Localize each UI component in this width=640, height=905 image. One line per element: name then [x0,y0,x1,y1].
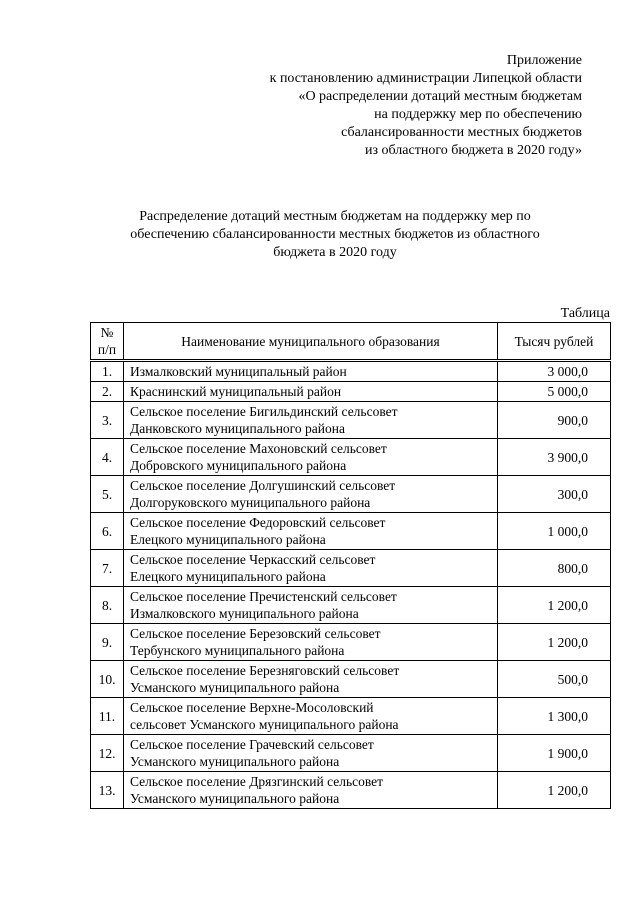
row-number: 12. [91,735,124,772]
table-row [91,661,611,698]
row-name-line: Сельское поселение Бигильдинский сельсовет [130,404,398,419]
title-line: Распределение дотаций местным бюджетам на поддержку мер по [139,209,531,224]
row-name-line: Усманского муниципального района [130,754,340,769]
row-name [124,735,498,772]
row-name-line: сельсовет Усманского муниципального района [130,717,399,732]
table-row [91,476,611,513]
row-name-line: Данковского муниципального района [130,421,345,436]
table-label: Таблица [560,306,610,321]
row-name [124,661,498,698]
appendix-header [200,52,582,160]
row-name-line: Измалковский муниципальный район [130,364,347,379]
row-amount: 5 000,0 [498,382,611,402]
title-line: бюджета в 2020 году [273,245,397,260]
row-name [124,772,498,809]
appendix-line: из областного бюджета в 2020 году» [365,143,582,158]
document-title [90,208,580,262]
row-amount: 3 000,0 [498,361,611,382]
row-amount: 1 200,0 [498,624,611,661]
row-name-line: Сельское поселение Березняговский сельсовет [130,663,400,678]
row-amount: 1 200,0 [498,587,611,624]
subsidy-table [90,322,611,809]
table-row [91,772,611,809]
row-name-line: Сельское поселение Березовский сельсовет [130,626,381,641]
row-number: 9. [91,624,124,661]
row-name-line: Измалковского муниципального района [130,606,359,621]
row-amount: 300,0 [498,476,611,513]
row-amount: 1 200,0 [498,772,611,809]
table-row [91,361,611,382]
row-name-line: Долгоруковского муниципального района [130,495,371,510]
table-row [91,698,611,735]
row-name-line: Сельское поселение Пречистенский сельсовет [130,589,397,604]
row-name-line: Сельское поселение Долгушинский сельсовет [130,478,396,493]
header-number-line-2: п/п [97,342,117,357]
appendix-line: на поддержку мер по обеспечению [374,107,582,122]
row-name-line: Сельское поселение Федоровский сельсовет [130,515,386,530]
appendix-line: к постановлению администрации Липецкой области [269,71,582,86]
row-number: 1. [91,361,124,382]
row-name-line: Елецкого муниципального района [130,569,326,584]
row-number: 4. [91,439,124,476]
table-row [91,624,611,661]
table-row [91,550,611,587]
row-amount: 1 300,0 [498,698,611,735]
row-amount: 900,0 [498,402,611,439]
title-line: обеспечению сбалансированности местных бюджетов из областного [130,227,540,242]
row-name-line: Тербунского муниципального района [130,643,345,658]
table-row [91,439,611,476]
row-number: 11. [91,698,124,735]
table-row [91,382,611,402]
row-name [124,439,498,476]
table-row [91,735,611,772]
row-name [124,382,498,402]
row-name-line: Елецкого муниципального района [130,532,326,547]
header-number-line-1: № [100,325,114,340]
row-number: 10. [91,661,124,698]
row-number: 5. [91,476,124,513]
row-name-line: Краснинский муниципальный район [130,384,342,399]
table-body [91,361,611,809]
header-number [91,323,124,361]
row-amount: 1 900,0 [498,735,611,772]
row-name [124,361,498,382]
table-row [91,513,611,550]
row-amount: 800,0 [498,550,611,587]
row-name [124,587,498,624]
row-number: 13. [91,772,124,809]
row-number: 2. [91,382,124,402]
row-number: 3. [91,402,124,439]
row-amount: 1 000,0 [498,513,611,550]
row-amount: 3 900,0 [498,439,611,476]
appendix-line: «О распределении дотаций местным бюджетам [298,89,582,104]
row-name [124,402,498,439]
table-row [91,402,611,439]
row-amount: 500,0 [498,661,611,698]
row-name [124,624,498,661]
row-number: 6. [91,513,124,550]
row-name [124,550,498,587]
row-name-line: Сельское поселение Махоновский сельсовет [130,441,387,456]
row-name-line: Сельское поселение Дрязгинский сельсовет [130,774,384,789]
header-name: Наименование муниципального образования [124,323,498,361]
row-name-line: Усманского муниципального района [130,680,340,695]
row-name [124,698,498,735]
row-name [124,513,498,550]
header-amount: Тысяч рублей [498,323,611,361]
row-name-line: Усманского муниципального района [130,791,340,806]
row-number: 7. [91,550,124,587]
appendix-line: Приложение [506,53,582,68]
appendix-line: сбалансированности местных бюджетов [341,125,582,140]
row-name [124,476,498,513]
row-name-line: Сельское поселение Верхне-Мосоловский [130,700,374,715]
table-header-row [91,323,611,361]
row-number: 8. [91,587,124,624]
row-name-line: Сельское поселение Черкасский сельсовет [130,552,376,567]
row-name-line: Сельское поселение Грачевский сельсовет [130,737,374,752]
table-row [91,587,611,624]
row-name-line: Добровского муниципального района [130,458,347,473]
